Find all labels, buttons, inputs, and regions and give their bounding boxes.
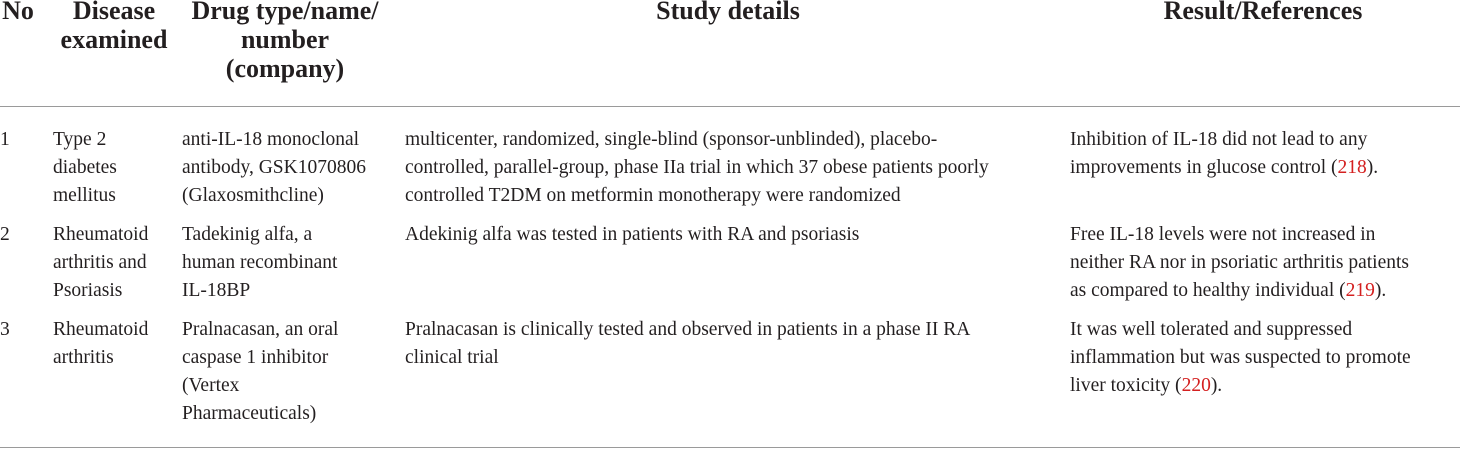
cell-result: Free IL-18 levels were not increased in neither RA nor in psoriatic arthritis patients as compared to healthy individual (219). [1070, 224, 1410, 301]
cell-study: Pralnacasan is clinically tested and observed in patients in a phase II RA clinical trial [405, 319, 971, 368]
cell-disease: Rheumatoid arthritis [53, 319, 149, 368]
cell-no: 3 [0, 319, 10, 340]
cell-no: 1 [0, 129, 10, 150]
reference-link[interactable]: 218 [1337, 157, 1367, 178]
cell-disease: Rheumatoid arthritis and Psoriasis [53, 224, 149, 301]
reference-link[interactable]: 220 [1181, 375, 1211, 396]
cell-study: multicenter, randomized, single-blind (sponsor-unblinded), placebo- controlled, parallel-group, phase IIa trial in which 37 obese patients poorly controlled T2DM on metformin monotherapy were randomized [405, 129, 989, 206]
cell-study: Adekinig alfa was tested in patients with RA and psoriasis [405, 224, 860, 245]
cell-drug: Tadekinig alfa, a human recombinant IL-18BP [182, 224, 338, 301]
cell-result: It was well tolerated and suppressed inflammation but was suspected to promote liver toxicity (220). [1070, 319, 1411, 396]
cell-drug: anti-IL-18 monoclonal antibody, GSK1070806 (Glaxosmithcline) [182, 129, 366, 206]
reference-link[interactable]: 219 [1345, 280, 1375, 301]
header-disease: Disease examined [60, 0, 168, 54]
header-drug: Drug type/name/ number (company) [191, 0, 379, 83]
header-result: Result/References [1163, 0, 1363, 25]
header-divider [0, 106, 1460, 107]
table-bottom-rule [0, 447, 1460, 448]
header-study-details: Study details [656, 0, 800, 25]
header-no: No [2, 0, 34, 25]
cell-no: 2 [0, 224, 10, 245]
cell-result: Inhibition of IL-18 did not lead to any improvements in glucose control (218). [1070, 129, 1379, 178]
table-header [0, 0, 1460, 106]
cell-drug: Pralnacasan, an oral caspase 1 inhibitor (Vertex Pharmaceuticals) [182, 319, 339, 424]
cell-disease: Type 2 diabetes mellitus [53, 129, 117, 206]
